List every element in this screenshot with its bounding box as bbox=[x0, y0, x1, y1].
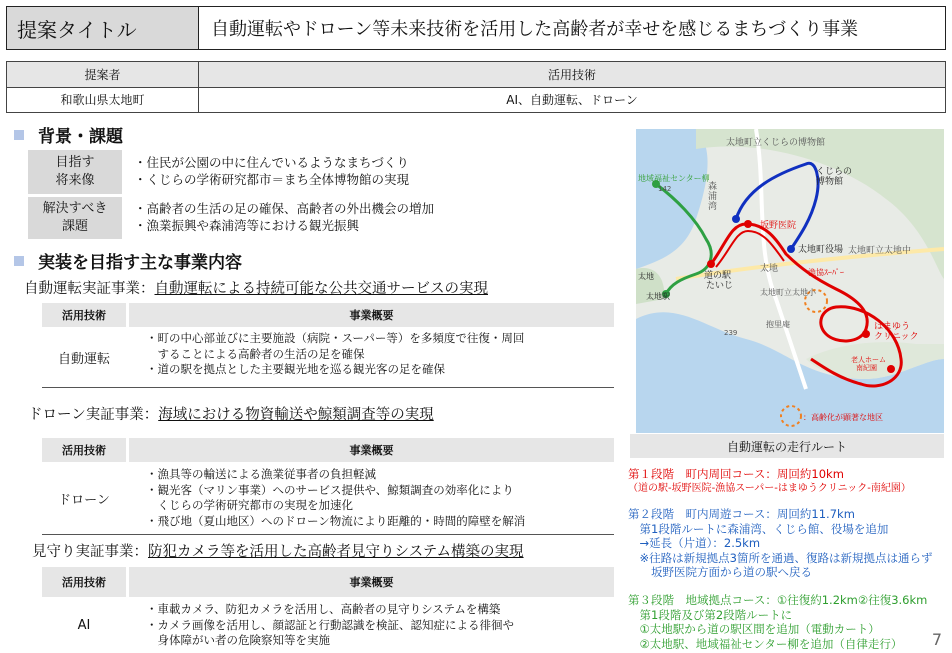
stop-point bbox=[862, 330, 870, 338]
stop-point bbox=[732, 215, 740, 223]
project-table-autonomous bbox=[42, 300, 614, 388]
phase-3: 第３段階 地域拠点コース：①往復約1.2km②往復3.6km 第1段階及び第2段階ルートに ①太地駅から道の駅区間を追加（電動カート） ②太地駅、地域福祉センター柳を追加（自律走行） bbox=[628, 593, 928, 651]
blue-route bbox=[736, 163, 818, 249]
table-row: AI ・車載カメラ、防犯カメラを活用し、高齢者の見守りシステムを構築 ・カメラ画像を活用し、顔認証と行動認識を検証、認知症による徘徊や 身体障がい者の危険察知等を実施 bbox=[77, 602, 514, 647]
map-label-clinic: はまゆうクリニック bbox=[874, 322, 919, 342]
map-label-roadside: 道の駅たいじ bbox=[704, 271, 734, 291]
proposer-header: 提案者 bbox=[7, 62, 199, 88]
background-heading: 背景・課題 bbox=[14, 122, 123, 147]
page-number: 7 bbox=[931, 630, 942, 649]
bullet-square-icon bbox=[14, 130, 24, 140]
proposer-value: 和歌山県太地町 bbox=[7, 87, 199, 113]
map-label-welfare: 地域福祉センター柳 bbox=[638, 174, 710, 183]
bullet-square-icon bbox=[14, 256, 24, 266]
table-row: 自動運転 ・町の中心部並びに主要施設（病院・スーパー等）を多頻度で往復・周回 することによる高齢者の生活の足を確保 ・道の駅を拠点とした主要観光地を巡る観光客の足を確保 bbox=[42, 327, 614, 388]
table-row: ドローン ・漁具等の輸送による漁業従事者の負担軽減 ・観光客（マリン事業）へのサービス提供や、鯨類調査の効率化により くじらの学術研究都市の実現を加速化 ・飛び地（夏山地区）へのドローン物流により距離的・時間的障壁を解消 bbox=[42, 462, 614, 535]
map-label-route-no2: 142 bbox=[658, 185, 672, 193]
stop-point bbox=[707, 260, 715, 268]
table-header: 活用技術 事業概要 bbox=[42, 567, 614, 597]
map-caption: 自動運転の走行ルート bbox=[630, 434, 944, 458]
map-label-morigura: 森浦湾 bbox=[708, 182, 718, 212]
map-label-office: 太地町役場 bbox=[798, 245, 844, 255]
phase-1: 第１段階 町内周回コース：周回約10km （道の駅-坂野医院-漁協スーパー-はまゆうクリニック-南紀園） bbox=[628, 467, 911, 494]
map-label-route-no: 239 bbox=[724, 329, 738, 337]
map-label-museum-area: 太地町立くじらの博物館 bbox=[726, 138, 826, 148]
project-heading-autonomous: 自動運転実証事業：自動運転による持続可能な公共交通サービスの実現 bbox=[24, 281, 488, 297]
title-box bbox=[6, 6, 946, 50]
map-label-taiji: 太地 bbox=[760, 264, 779, 274]
map-label-museum: くじらの博物館 bbox=[816, 167, 853, 187]
map-label-hodo: 抱里庵 bbox=[766, 320, 790, 329]
map-label-taiji-small: 太地町立太地小 bbox=[760, 288, 816, 297]
table-header: 活用技術 事業概要 bbox=[42, 438, 614, 462]
project-table-ai bbox=[42, 564, 614, 653]
stop-point bbox=[744, 220, 752, 228]
goal-label: 目指す 将来像 bbox=[28, 150, 122, 194]
tech-header: 活用技術 bbox=[199, 62, 946, 88]
goal-lines: ・住民が公園の中に住んでいるようなまちづくり ・くじらの学術研究都市＝まち全体博物館の実現 bbox=[134, 155, 410, 187]
route-map-graphic bbox=[636, 129, 944, 433]
map-label-school: 太地町立太地中 bbox=[848, 246, 912, 256]
map-label-taiji2: 太地 bbox=[638, 272, 654, 281]
stop-point bbox=[887, 365, 895, 373]
main-heading: 実装を目指す主な事業内容 bbox=[14, 248, 242, 273]
table-header: 活用技術 事業概要 bbox=[42, 303, 614, 327]
info-table bbox=[6, 61, 946, 113]
project-heading-ai: 見守り実証事業：防犯カメラ等を活用した高齢者見守りシステム構築の実現 bbox=[32, 544, 524, 560]
map-label-taiji-station: 太地駅 bbox=[646, 292, 670, 301]
map-legend-high-aging: ：高齢化が顕著な地区 bbox=[803, 413, 883, 422]
map-label-super: 漁協ｽｰﾊﾟｰ bbox=[808, 268, 844, 277]
map-label-elder: 老人ホーム南紀園 bbox=[851, 356, 886, 372]
issue-lines: ・高齢者の生活の足の確保、高齢者の外出機会の増加 ・漁業振興や森浦湾等における観光振興 bbox=[134, 201, 435, 233]
tech-value: AI、自動運転、ドローン bbox=[199, 87, 946, 113]
route-map bbox=[636, 129, 944, 433]
project-table-drone bbox=[42, 435, 614, 535]
stop-point bbox=[787, 245, 795, 253]
title-label: 提案タイトル bbox=[7, 7, 199, 49]
title-value: 自動運転やドローン等未来技術を活用した高齢者が幸せを感じるまちづくり事業 bbox=[211, 19, 859, 40]
issue-label: 解決すべき 課題 bbox=[28, 197, 122, 239]
phase-2: 第２段階 町内周遊コース：周回約11.7km 第1段階ルートに森浦湾、くじら館、役場を追加 →延長（片道）：2.5km ※往路は新規拠点3箇所を通過、復路は新規拠点は通らず 坂野医院方面から道の駅へ戻る bbox=[628, 507, 933, 579]
project-heading-drone: ドローン実証事業：海域における物資輸送や鯨類調査等の実現 bbox=[28, 407, 434, 423]
bay bbox=[636, 129, 708, 269]
map-label-hospital: 坂野医院 bbox=[760, 221, 797, 231]
